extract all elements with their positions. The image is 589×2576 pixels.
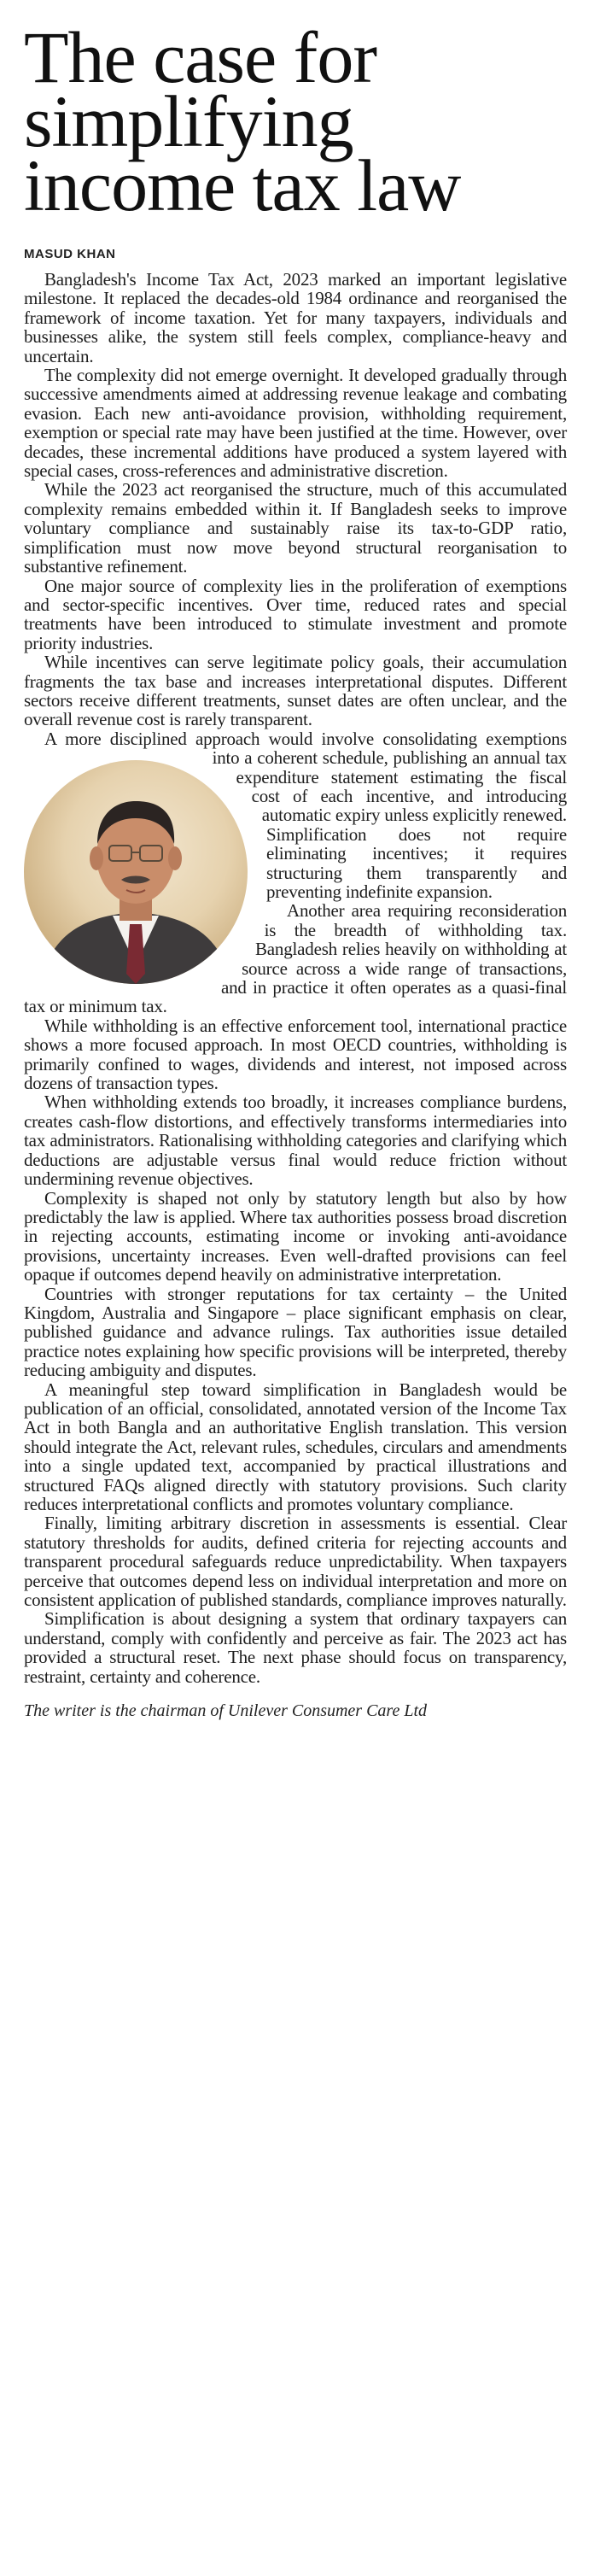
paragraph: Countries with stronger reputations for tax certainty – the United Kingdom, Australia and Singapore – place significant emphasis on clear, published guidance and advance rulings. Tax authorities issue detailed practice notes explaining how specific provisions will be interpreted, thereby reducing ambiguity and disputes. bbox=[24, 1283, 567, 1381]
author-portrait bbox=[24, 760, 248, 984]
headline-line: simplifying bbox=[24, 80, 353, 162]
article-body bbox=[24, 270, 567, 1686]
article bbox=[24, 0, 567, 1720]
paragraph: One major source of complexity lies in the proliferation of exemptions and sector-specific incentives. Over time, reduced rates and special treatments have been introduced to stimulate investment and promote priority industries. bbox=[24, 575, 567, 653]
paragraph: While the 2023 act reorganised the structure, much of this accumulated complexity remains embedded within it. If Bangladesh seeks to improve voluntary compliance and sustainably raise its tax-to-GDP ratio, simplification must now move beyond structural reorganisation to substantive refinement. bbox=[24, 479, 567, 577]
portrait-illustration bbox=[24, 760, 248, 984]
paragraph: A more disciplined approach would involve consolidating exemptions into a coherent schedule, publishing an annual tax expenditure statement estimating the fiscal cost of each incentive, and introducing automatic expiry unless explicitly renewed. Simplification does not require eliminating incentives; it requires structuring them transparently and preventing indefinite expansion. bbox=[44, 728, 567, 902]
paragraph: Finally, limiting arbitrary discretion in assessments is essential. Clear statutory thresholds for audits, defined criteria for rejecting accounts and transparent procedural safeguards reduce unpredictability. When taxpayers perceive that outcomes depend less on individual interpretation and more on consistent application of published standards, compliance improves naturally. bbox=[24, 1513, 567, 1611]
paragraph: Complexity is shaped not only by statutory length but also by how predictably the law is applied. Where tax authorities possess broad discretion in rejecting accounts, estimating income or invoking anti-avoidance provisions, uncertainty increases. Even well-drafted provisions can feel opaque if outcomes depend heavily on administrative interpretation. bbox=[24, 1187, 567, 1285]
headline-line: income tax law bbox=[24, 144, 461, 226]
paragraph: The complexity did not emerge overnight. It developed gradually through successive amendments aimed at addressing revenue leakage and combating evasion. Each new anti-avoidance provision, withholding requirement, exemption or special rate may have been justified at the time. However, over decades, these incremental additions have produced a system layered with special cases, cross-references and administrative discretion. bbox=[24, 365, 567, 482]
author-tagline: The writer is the chairman of Unilever Consumer Care Ltd bbox=[24, 1701, 428, 1721]
paragraph: Bangladesh's Income Tax Act, 2023 marked an important legislative milestone. It replaced the decades-old 1984 ordinance and reorganised the framework of income taxation. Yet for many taxpayers, individuals and businesses alike, the system still feels complex, compliance-heavy and uncertain. bbox=[24, 269, 567, 366]
paragraph: A meaningful step toward simplification in Bangladesh would be publication of an official, consolidated, annotated version of the Income Tax Act in both Bangla and an authoritative English translation. This version should integrate the Act, relevant rules, schedules, circulars and amendments into a single updated text, accompanied by practical illustrations and structured FAQs aligned directly with statutory provisions. Such clarity reduces interpretational conflicts and promotes voluntary compliance. bbox=[24, 1379, 567, 1514]
paragraph: Another area requiring reconsideration is the breadth of withholding tax. Bangladesh relies heavily on withholding at source across a wide range of transactions, and in practice it often operates as a quasi-final tax or minimum tax. bbox=[24, 900, 567, 1017]
headline bbox=[24, 16, 567, 226]
paragraph: While incentives can serve legitimate policy goals, their accumulation fragments the tax base and increases interpretational disputes. Different sectors receive different treatments, sunset dates are often unclear, and the overall revenue cost is rarely transparent. bbox=[24, 652, 567, 730]
author-photo bbox=[24, 743, 254, 992]
headline-line: The case for bbox=[24, 16, 376, 98]
paragraph: Simplification is about designing a system that ordinary taxpayers can understand, comply with confidently and perceive as fair. The 2023 act has provided a structural reset. The next phase should focus on transparency, restraint, certainty and coherence. bbox=[24, 1608, 567, 1687]
paragraph: When withholding extends too broadly, it increases compliance burdens, creates cash-flow distortions, and effectively transforms intermediaries into tax administrators. Rationalising withholding categories and clarifying which deductions are adjustable versus final would reduce friction without undermining revenue objectives. bbox=[24, 1092, 567, 1190]
byline: MASUD KHAN bbox=[24, 247, 116, 261]
paragraph: While withholding is an effective enforcement tool, international practice shows a more focused approach. In most OECD countries, withholding is primarily confined to wages, dividends and interest, not imposed across dozens of transaction types. bbox=[24, 1015, 567, 1094]
